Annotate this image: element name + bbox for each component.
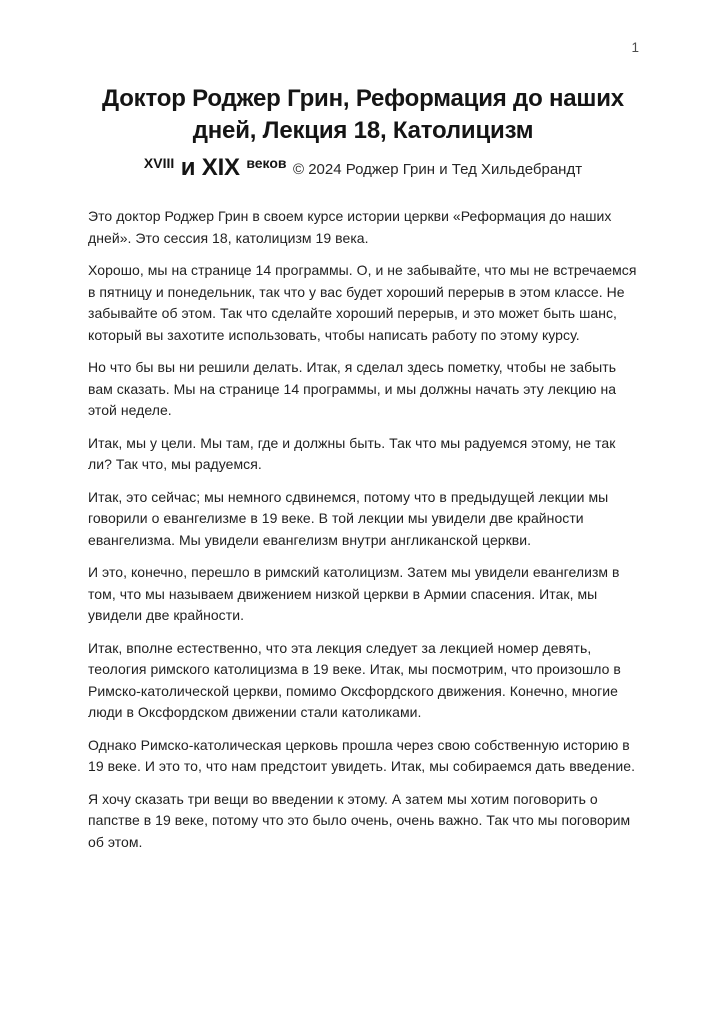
subtitle-century-left: XVIII (143, 155, 175, 171)
copyright-line: © 2024 Роджер Грин и Тед Хильдебрандт (293, 161, 583, 178)
title-line-2: дней, Лекция 18, Католицизм (192, 117, 534, 144)
paragraph-8: Однако Римско-католическая церковь прошла через свою собственную историю в 19 веке. И это то, что нам предстоит увидеть. Итак, мы собираемся дать введение. (88, 736, 636, 774)
document-header (88, 83, 638, 186)
paragraph-4: Итак, мы у цели. Мы там, где и должны быть. Так что мы радуемся этому, не так ли? Так что, мы радуемся. (88, 434, 616, 472)
paragraph-3: Но что бы вы ни решили делать. Итак, я сделал здесь пометку, чтобы не забыть вам сказать. Мы на странице 14 программы, и мы должны начать эту лекцию на этой неделе. (88, 359, 617, 418)
paragraph-1: Это доктор Роджер Грин в своем курсе истории церкви «Реформация до наших дней». Это сессия 18, католицизм 19 века. (88, 208, 612, 246)
title-line-1: Доктор Роджер Грин, Реформация до наших (102, 85, 624, 112)
document-title (88, 83, 638, 147)
paragraph-9: Я хочу сказать три вещи во введении к этому. А затем мы хотим поговорить о папстве в 19 веке, потому что это было очень, очень важно. Так что мы поговорим об этом. (88, 790, 631, 850)
document-subtitle (88, 147, 638, 186)
paragraph-5: Итак, это сейчас; мы немного сдвинемся, потому что в предыдущей лекции мы говорили о евангелизме в 19 веке. В той лекции мы увидели две крайности евангелизма. Мы увидели евангелизм внутри англиканской церкви. (88, 488, 609, 548)
subtitle-main: и XIX (180, 154, 240, 181)
paragraph-7: Итак, вполне естественно, что эта лекция следует за лекцией номер девять, теология римского католицизма в 19 веке. Итак, мы посмотрим, что произошло в Римско-католической церкви, помимо Оксфордского движения. Конечно, многие люди в Оксфордском движении стали католиками. (88, 639, 621, 720)
document-body (88, 206, 641, 853)
paragraph-2: Хорошо, мы на странице 14 программы. О, и не забывайте, что мы не встречаемся в пятницу и понедельник, так что у вас будет хороший перерыв в этом классе. Не забывайте об этом. Так что сделайте хороший перерыв, и это может быть шанс, который вы захотите использовать, чтобы написать работу по этому курсу. (88, 262, 637, 343)
page-number: 1 (631, 40, 639, 55)
paragraph-6: И это, конечно, перешло в римский католицизм. Затем мы увидели евангелизм в том, что мы называем движением низкой церкви в Армии спасения. Итак, мы увидели две крайности. (88, 564, 620, 623)
subtitle-century-right: веков (246, 155, 287, 171)
